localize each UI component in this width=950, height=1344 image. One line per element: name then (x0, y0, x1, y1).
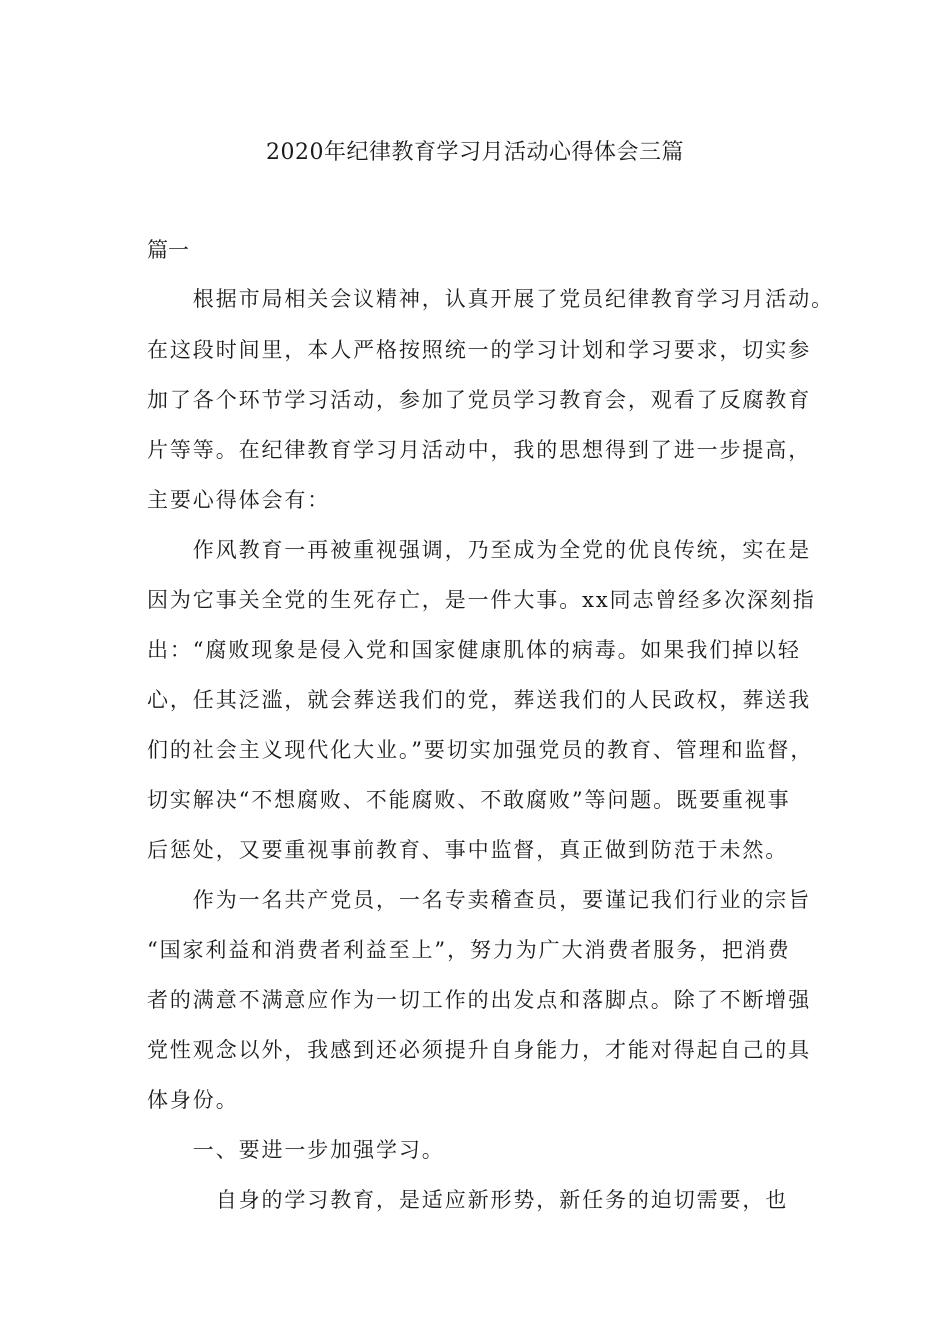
document-title: 2020年纪律教育学习月活动心得体会三篇 (266, 140, 684, 165)
body-text-line: 作为一名共产党员，一名专卖稽查员，要谨记我们行业的宗旨 (147, 888, 812, 912)
body-text-line: 在这段时间里，本人严格按照统一的学习计划和学习要求，切实参 (147, 338, 812, 362)
body-text-line: “国家利益和消费者利益至上”，努力为广大消费者服务，把消费 (147, 938, 791, 962)
body-text-line: 体身份。 (147, 1088, 239, 1112)
body-text-line: 后惩处，又要重视事前教育、事中监督，真正做到防范于未然。 (147, 838, 789, 862)
body-text-line: 出：“腐败现象是侵入党和国家健康肌体的病毒。如果我们掉以轻 (147, 638, 801, 662)
body-text-line: 心，任其泛滥，就会葬送我们的党，葬送我们的人民政权，葬送我 (147, 688, 812, 712)
body-text-line: 片等等。在纪律教育学习月活动中，我的思想得到了进一步提高， (147, 438, 812, 462)
numbered-heading: 一、要进一步加强学习。 (147, 1138, 445, 1162)
body-text-line: 主要心得体会有： (147, 488, 331, 512)
body-text-line: 者的满意不满意应作为一切工作的出发点和落脚点。除了不断增强 (147, 988, 812, 1012)
body-text-line: 作风教育一再被重视强调，乃至成为全党的优良传统，实在是 (147, 538, 812, 562)
body-text-line: 加了各个环节学习活动，参加了党员学习教育会，观看了反腐教育 (147, 388, 812, 412)
body-text-line: 根据市局相关会议精神，认真开展了党员纪律教育学习月活动。 (147, 287, 834, 311)
body-text-line: 因为它事关全党的生死存亡，是一件大事。xx同志曾经多次深刻指 (147, 588, 816, 612)
body-text-line: 们的社会主义现代化大业。”要切实加强党员的教育、管理和监督， (147, 738, 814, 762)
body-text-line: 党性观念以外，我感到还必须提升自身能力，才能对得起自己的具 (147, 1038, 812, 1062)
body-text-line: 自身的学习教育，是适应新形势，新任务的迫切需要，也 (147, 1188, 789, 1212)
section-heading: 篇一 (147, 238, 189, 262)
body-text-line: 切实解决“不想腐败、不能腐败、不敢腐败”等问题。既要重视事 (147, 788, 791, 812)
